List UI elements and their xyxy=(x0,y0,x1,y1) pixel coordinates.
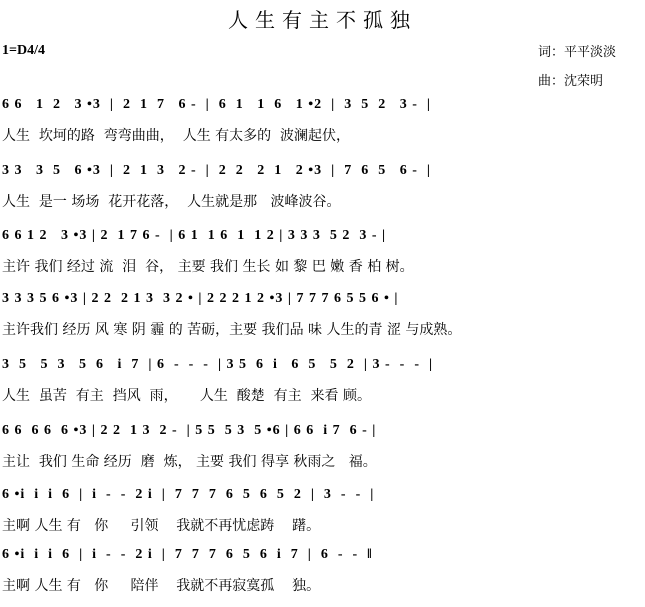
key-signature: 1=D4/4 xyxy=(2,43,45,58)
score-line xyxy=(0,291,645,351)
lyrics-line: 人生 虽苦 有主 挡风 雨， 人生 酸楚 有主 来看 顾。 xyxy=(2,388,372,404)
notation-line: 3 3 3 5 6 •3 | 2 1 3 2 - | 2 2 2 1 2 •3 | 7 6 5 6 - | xyxy=(2,163,431,178)
score-line xyxy=(0,228,645,288)
score-line xyxy=(0,357,645,417)
notation-line: 6 6 1 2 3 •3 | 2 1 7 6 - | 6 1 1 6 1 1 2 | 3 3 3 5 2 3 - | xyxy=(2,228,387,243)
lyrics-line: 主许 我们 经过 流 泪 谷， 主要 我们 生长 如 黎 巴 嫩 香 柏 树。 xyxy=(2,259,414,275)
lyrics-line: 主啊 人生 有 你 引领 我就不再忧虑踌 躇。 xyxy=(2,518,321,534)
score-line xyxy=(0,97,645,157)
lyrics-line: 主啊 人生 有 你 陪伴 我就不再寂寞孤 独。 xyxy=(2,578,321,594)
composer-credit: 曲：沈荣明 xyxy=(538,74,604,89)
lyrics-line: 人生 是一 场场 花开花落， 人生就是那 波峰波谷。 xyxy=(2,194,341,210)
notation-line: 6 6 6 6 6 •3 | 2 2 1 3 2 - | 5 5 5 3 5 •6 | 6 6 i 7 6 - | xyxy=(2,423,377,438)
score-line xyxy=(0,547,645,607)
score-line xyxy=(0,487,645,547)
lyricist-credit: 词：平平淡淡 xyxy=(538,45,617,60)
notation-line: 6 •i i i 6 | i - - 2 i | 7 7 7 6 5 6 5 2 | 3 - - | xyxy=(2,487,375,502)
lyrics-line: 主让 我们 生命 经历 磨 炼， 主要 我们 得享 秋雨之 福。 xyxy=(2,454,377,470)
notation-line: 6 6 1 2 3 •3 | 2 1 7 6 - | 6 1 1 6 1 •2 | 3 5 2 3 - | xyxy=(2,97,431,112)
score-line xyxy=(0,423,645,483)
notation-line: 3 3 3 5 6 •3 | 2 2 2 1 3 3 2 • | 2 2 2 1 2 •3 | 7 7 7 6 5 5 6 • | xyxy=(2,291,399,306)
lyrics-line: 人生 坎坷的路 弯弯曲曲， 人生 有太多的 波澜起伏， xyxy=(2,128,351,144)
lyrics-line: 主许我们 经历 风 寒 阴 霾 的 苦砺，主要 我们品 味 人生的青 涩 与成熟。 xyxy=(2,322,462,338)
song-title: 人生有主不孤独 xyxy=(228,8,417,32)
notation-line: 6 •i i i 6 | i - - 2 i | 7 7 7 6 5 6 i 7 | 6 - - ‖ xyxy=(2,547,373,562)
notation-line: 3 5 5 3 5 6 i 7 | 6 - - - | 3 5 6 i 6 5 5 2 | 3 - - - | xyxy=(2,357,434,372)
score-line xyxy=(0,163,645,223)
